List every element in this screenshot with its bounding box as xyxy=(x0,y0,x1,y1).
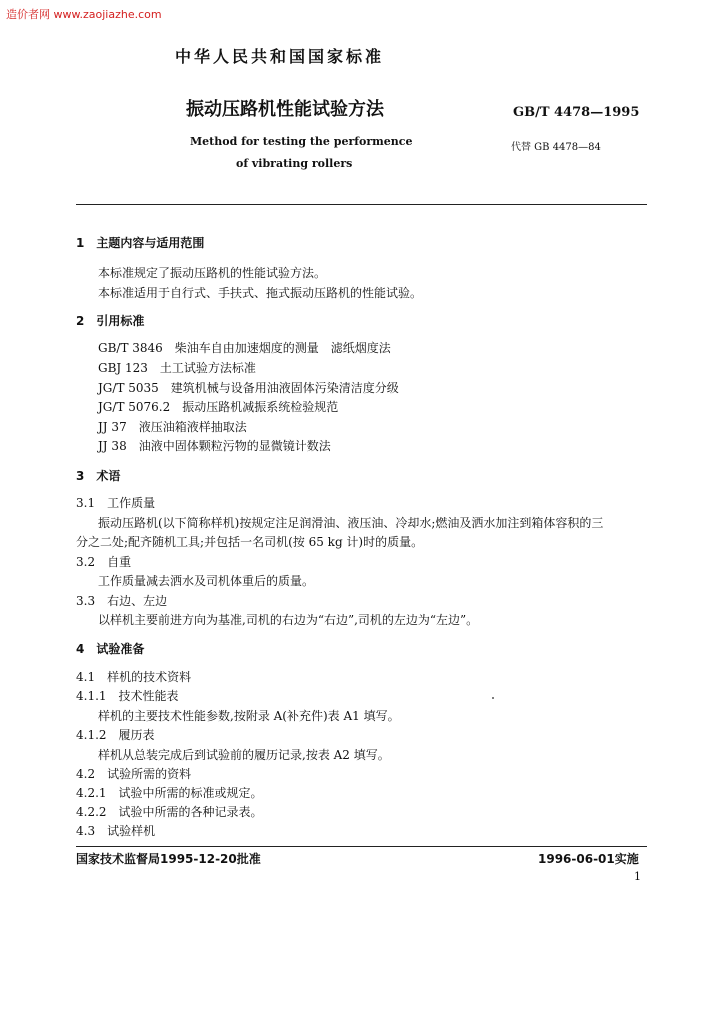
reference-item: JG/T 5035 建筑机械与设备用油液固体污染清洁度分级 xyxy=(98,381,399,395)
clause-4-1-heading: 4.1 样机的技术资料 xyxy=(76,670,192,684)
reference-item: GB/T 3846 柴油车自由加速烟度的测量 滤纸烟度法 xyxy=(98,341,391,355)
document-title-en-line1: Method for testing the performence xyxy=(190,135,413,148)
standard-number: GB/T 4478—1995 xyxy=(513,105,640,120)
clause-3-1-text-line1: 振动压路机(以下简称样机)按规定注足润滑油、液压油、冷却水;燃油及洒水加注到箱体容积的三 xyxy=(98,516,604,530)
reference-item: JG/T 5076.2 振动压路机减振系统检验规范 xyxy=(98,400,339,414)
document-title-cn: 振动压路机性能试验方法 xyxy=(186,99,384,120)
clause-4-2-1: 4.2.1 试验中所需的标准或规定。 xyxy=(76,786,263,800)
section-1-heading: 1 主题内容与适用范围 xyxy=(76,236,205,250)
scan-speck xyxy=(492,697,494,699)
reference-item: JJ 38 油液中固体颗粒污物的显微镜计数法 xyxy=(98,439,331,453)
replaces-standard: 代替 GB 4478—84 xyxy=(511,142,601,153)
section-1-paragraph-1: 本标准规定了振动压路机的性能试验方法。 xyxy=(98,266,327,280)
clause-4-2-heading: 4.2 试验所需的资料 xyxy=(76,767,192,781)
clause-3-3-heading: 3.3 右边、左边 xyxy=(76,594,168,608)
clause-4-3-heading: 4.3 试验样机 xyxy=(76,824,156,838)
clause-4-1-2-heading: 4.1.2 履历表 xyxy=(76,728,155,742)
clause-4-1-2-text: 样机从总装完成后到试验前的履历记录,按表 A2 填写。 xyxy=(98,748,390,762)
clause-4-1-1-heading: 4.1.1 技术性能表 xyxy=(76,689,179,703)
watermark-text: 造价者网 www.zaojiazhe.com xyxy=(6,8,162,21)
document-title-en-line2: of vibrating rollers xyxy=(236,157,353,170)
page-number: 1 xyxy=(634,870,641,883)
clause-3-2-text: 工作质量减去洒水及司机体重后的质量。 xyxy=(98,574,315,588)
clause-3-2-heading: 3.2 自重 xyxy=(76,555,132,569)
national-standard-heading: 中华人民共和国国家标准 xyxy=(175,47,385,66)
clause-4-1-1-text: 样机的主要技术性能参数,按附录 A(补充件)表 A1 填写。 xyxy=(98,709,400,723)
clause-3-3-text: 以样机主要前进方向为基准,司机的右边为“右边”,司机的左边为“左边”。 xyxy=(98,613,479,627)
section-2-heading: 2 引用标准 xyxy=(76,314,145,328)
clause-3-1-text-line2: 分之二处;配齐随机工具;并包括一名司机(按 65 kg 计)时的质量。 xyxy=(76,535,424,549)
reference-item: JJ 37 液压油箱液样抽取法 xyxy=(98,420,247,434)
section-4-heading: 4 试验准备 xyxy=(76,642,145,656)
reference-item: GBJ 123 土工试验方法标准 xyxy=(98,361,256,375)
approval-info: 国家技术监督局1995-12-20批准 xyxy=(76,852,261,866)
clause-3-1-heading: 3.1 工作质量 xyxy=(76,496,156,510)
header-divider xyxy=(76,204,647,205)
clause-4-2-2: 4.2.2 试验中所需的各种记录表。 xyxy=(76,805,263,819)
footer-divider xyxy=(76,846,647,847)
effective-date: 1996-06-01实施 xyxy=(538,852,639,866)
section-3-heading: 3 术语 xyxy=(76,469,121,483)
section-1-paragraph-2: 本标准适用于自行式、手扶式、拖式振动压路机的性能试验。 xyxy=(98,286,423,300)
